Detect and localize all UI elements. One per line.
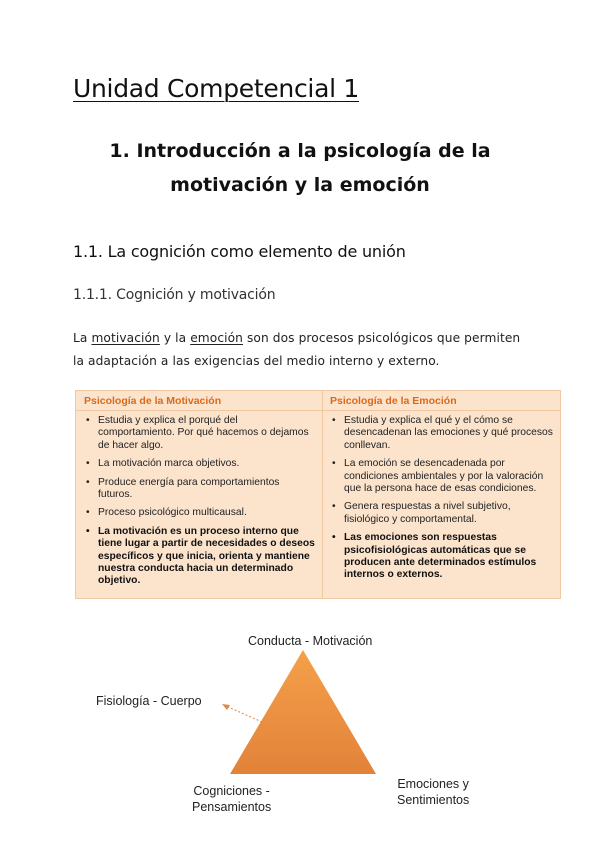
- emotion-list: [322, 411, 560, 582]
- list-item: • Produce energía para comportamientos futuros.: [84, 477, 316, 502]
- list-item: • La motivación es un proceso interno que tiene lugar a partir de necesidades o deseos específicos y que inicia, orienta y mantiene nuestra conducta hacia un determinado objetivo.: [84, 526, 316, 588]
- label-conducta-motivacion: Conducta - Motivación: [248, 634, 373, 648]
- label-emociones-sentimientos: [397, 776, 469, 808]
- intro-part3: son dos procesos psicológicos que permiten la adaptación a las exigencias del medio interno y externo.: [73, 331, 521, 368]
- emotion-header: Psicología de la Emoción: [322, 391, 560, 411]
- list-item: • Genera respuestas a nivel subjetivo, fisiológico y comportamental.: [330, 501, 554, 526]
- unit-title: Unidad Competencial 1: [73, 74, 359, 103]
- section-title: 1.1. La cognición como elemento de unión: [73, 242, 406, 261]
- list-item: • La motivación marca objetivos.: [84, 458, 316, 470]
- subsection-title: 1.1.1. Cognición y motivación: [73, 287, 276, 303]
- list-item: • Proceso psicológico multicausal.: [84, 507, 316, 519]
- emotion-column: [322, 391, 560, 598]
- intro-paragraph: [73, 327, 533, 373]
- comparison-table: [75, 390, 561, 599]
- list-item: • Estudia y explica el porqué del comportamiento. Por qué hacemos o dejamos de hacer algo.: [84, 415, 316, 452]
- main-title-line1: 1. Introducción a la psicología de la: [109, 140, 491, 162]
- motivation-column: [76, 391, 323, 598]
- main-title: [60, 134, 540, 202]
- main-title-line2: motivación y la emoción: [170, 174, 430, 196]
- arrow-icon: [218, 700, 268, 726]
- label-emociones: Emociones y: [397, 777, 469, 791]
- list-item: • Las emociones son respuestas psicofisiológicas automáticas que se producen ante determinados estímulos internos o externos.: [330, 532, 554, 582]
- list-item: • La emoción se desencadenada por condiciones ambientales y por la valoración que la persona hace de esas condiciones.: [330, 458, 554, 495]
- label-cogniciones: Cogniciones -: [193, 784, 270, 798]
- label-sentimientos: Sentimientos: [397, 793, 470, 807]
- intro-term-motivacion: motivación: [91, 331, 160, 345]
- motivation-header: Psicología de la Motivación: [76, 391, 322, 411]
- intro-part2: y la: [159, 331, 191, 345]
- intro-term-emocion: emoción: [190, 331, 243, 345]
- list-item: • Estudia y explica el qué y el cómo se desencadenan las emociones y qué procesos conllevan.: [330, 415, 554, 452]
- label-fisiologia-cuerpo: Fisiología - Cuerpo: [96, 694, 202, 708]
- label-pensamientos: Pensamientos: [192, 800, 272, 814]
- label-cogniciones-pensamientos: [192, 783, 271, 815]
- intro-part1: La: [73, 331, 92, 345]
- motivation-list: [76, 411, 322, 588]
